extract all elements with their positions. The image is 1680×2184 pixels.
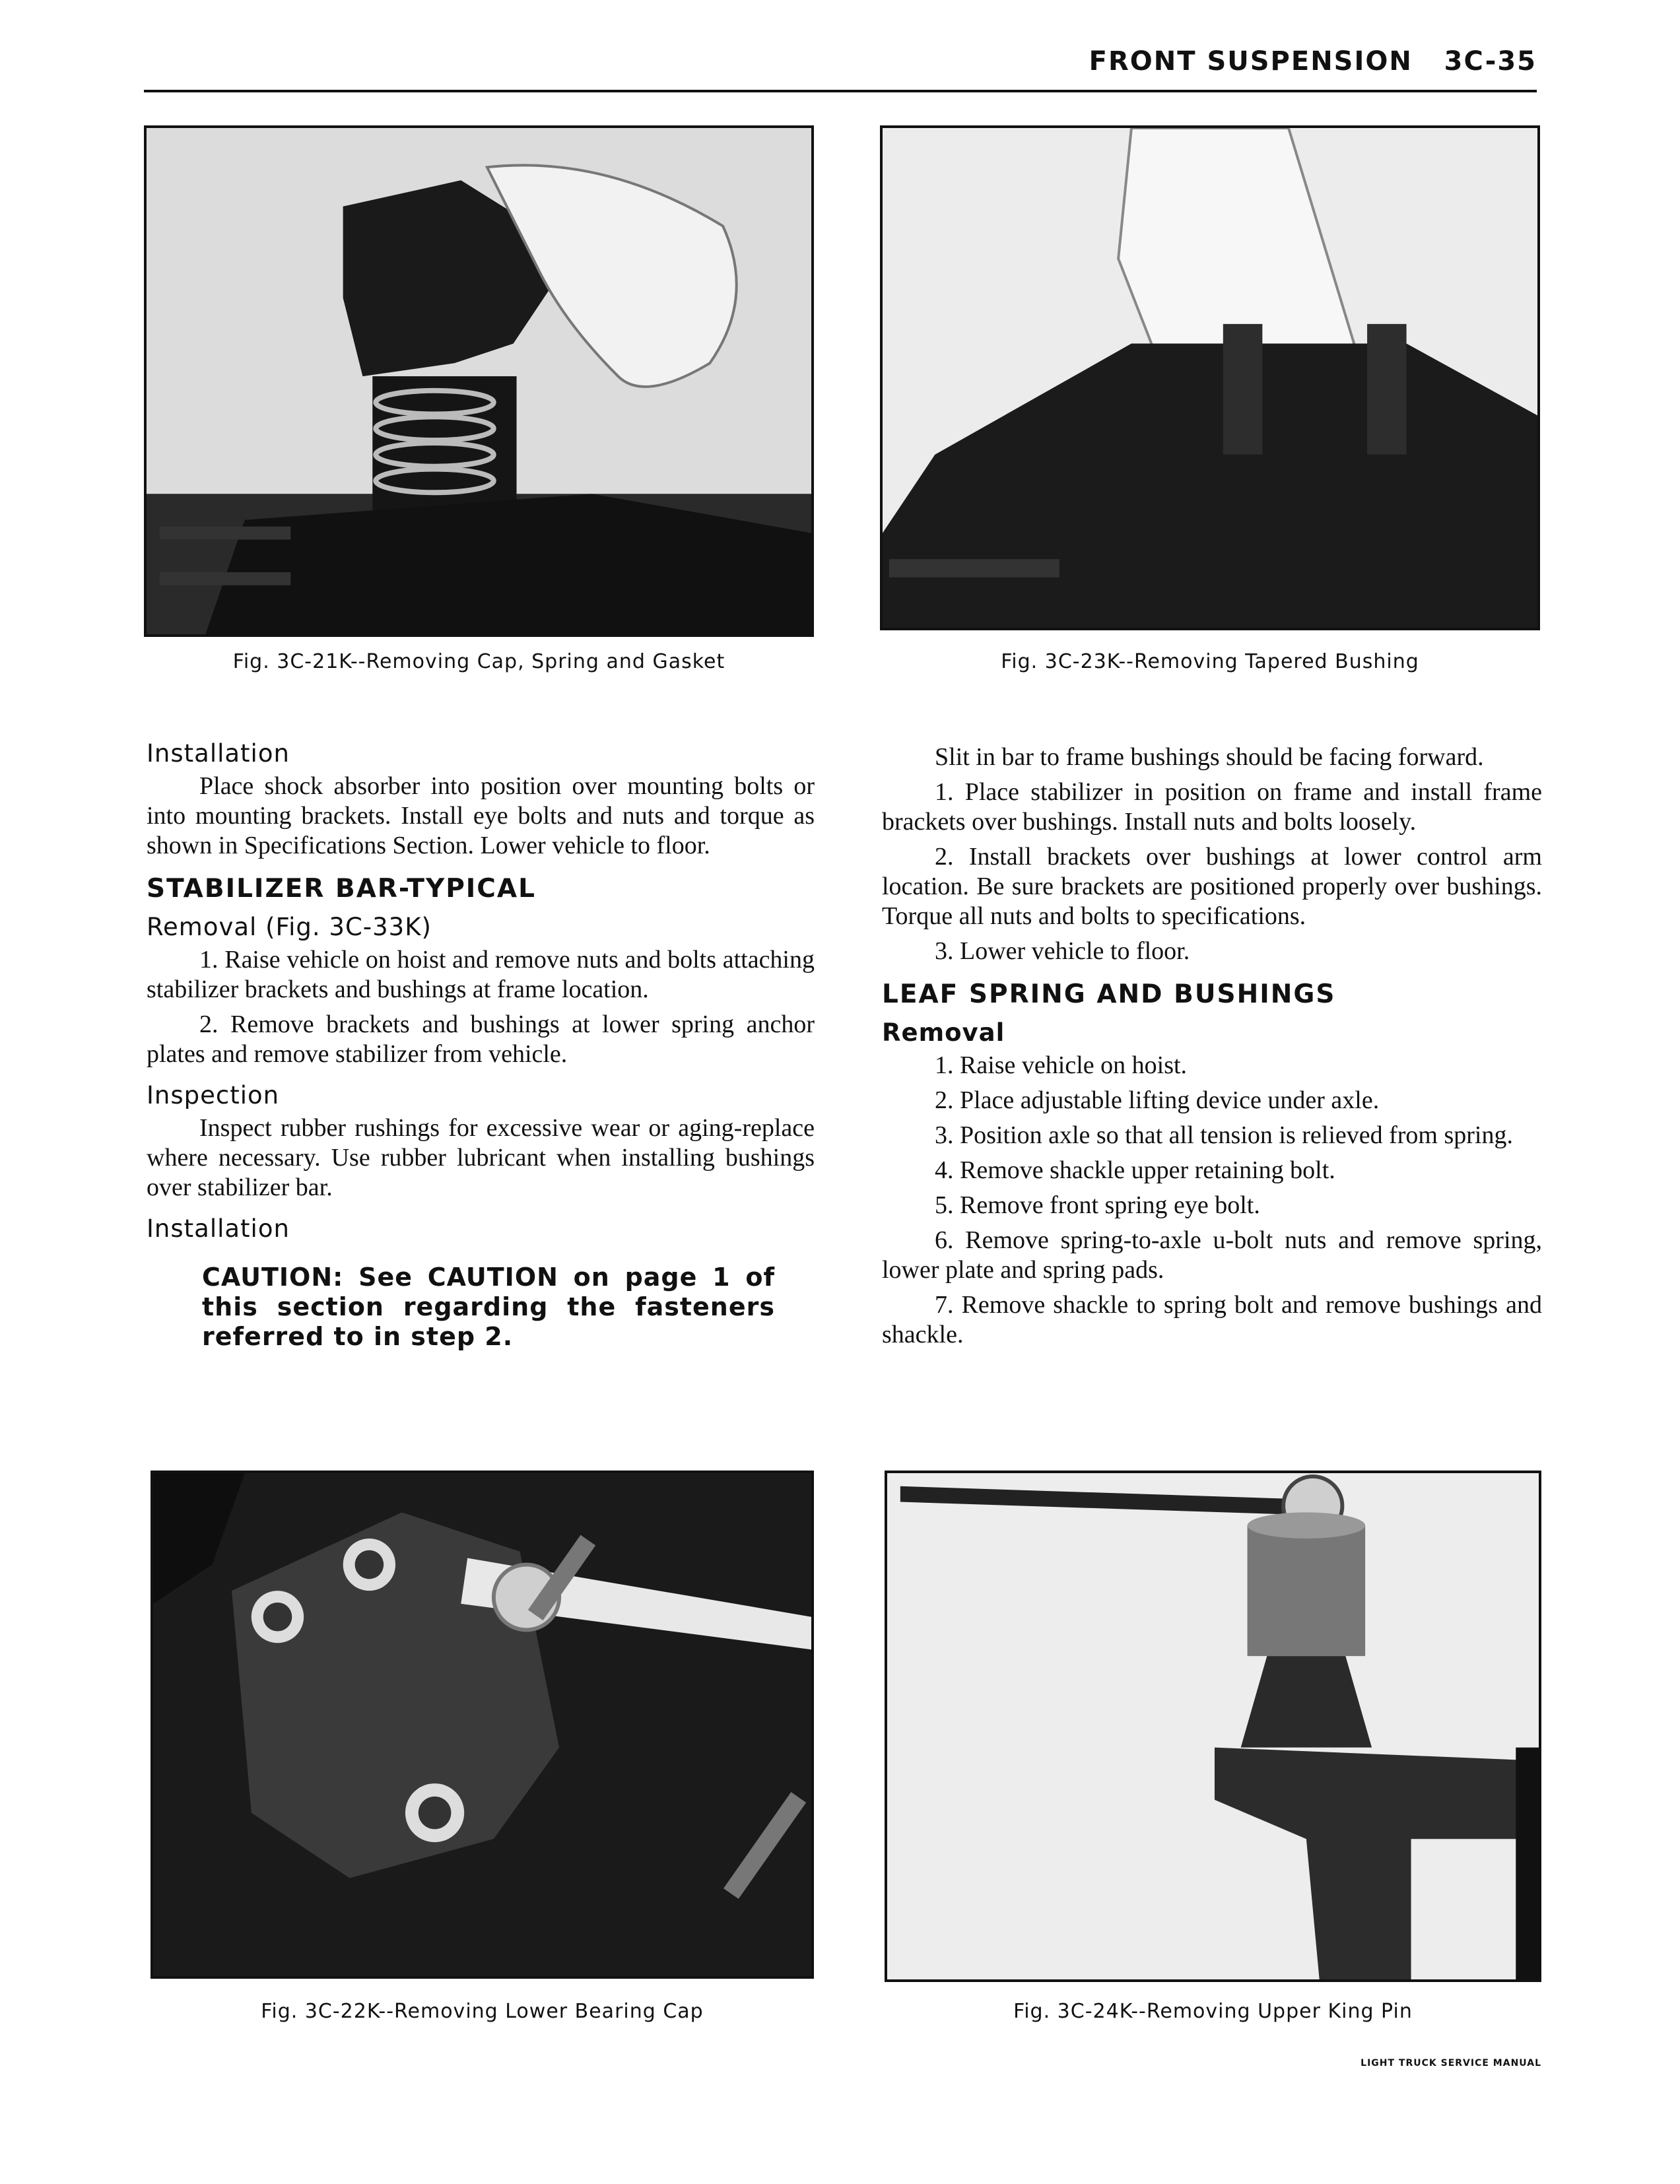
- left-column: [147, 739, 815, 1352]
- leaf-removal-step-1: 1. Raise vehicle on hoist.: [935, 1051, 1188, 1079]
- figure-22k-caption: Fig. 3C-22K--Removing Lower Bearing Cap: [261, 2000, 704, 2023]
- install-step-1: 1. Place stabilizer in position on frame and install frame brackets over bushings. Install nuts and bolts loosely.: [882, 778, 1542, 836]
- leaf-removal-step-4: 4. Remove shackle upper retaining bolt.: [935, 1156, 1335, 1184]
- page-header: [144, 46, 1537, 92]
- figure-23k-caption: Fig. 3C-23K--Removing Tapered Bushing: [1001, 650, 1419, 673]
- stabilizer-intro: Slit in bar to frame bushings should be facing forward.: [935, 743, 1484, 771]
- installation-heading: Installation: [147, 739, 290, 768]
- leaf-spring-heading: LEAF SPRING AND BUSHINGS: [882, 979, 1336, 1009]
- page-footer: LIGHT TRUCK SERVICE MANUAL: [1361, 2058, 1541, 2068]
- removal-step-2: 2. Remove brackets and bushings at lower spring anchor plates and remove stabilizer from vehicle.: [147, 1010, 815, 1068]
- installation-text: Place shock absorber into position over mounting bolts or into mounting brackets. Install eye bolts and nuts and torque as shown in Specifications Section. Lower vehicle to floor.: [147, 772, 815, 859]
- figure-24k-caption: Fig. 3C-24K--Removing Upper King Pin: [1013, 2000, 1413, 2023]
- right-column: [882, 743, 1542, 1355]
- removal-heading: Removal (Fig. 3C-33K): [147, 913, 432, 941]
- installation-heading-2: Installation: [147, 1214, 290, 1243]
- caution-note: CAUTION: See CAUTION on page 1 of this section regarding the fasteners referred to in step 2.: [202, 1263, 775, 1351]
- page-title: FRONT SUSPENSION 3C-35: [1089, 46, 1537, 77]
- leaf-removal-step-3: 3. Position axle so that all tension is relieved from spring.: [935, 1121, 1513, 1149]
- figure-24k-photo: [885, 1471, 1541, 1982]
- figure-23k-photo: [880, 125, 1540, 630]
- leaf-removal-heading: Removal: [882, 1018, 1005, 1047]
- inspection-text: Inspect rubber rushings for excessive wear or aging-replace where necessary. Use rubber lubricant when installing bushings over stabilizer bar.: [147, 1114, 815, 1201]
- install-step-3: 3. Lower vehicle to floor.: [935, 937, 1190, 965]
- stabilizer-bar-heading: STABILIZER BAR-TYPICAL: [147, 874, 536, 904]
- leaf-removal-step-2: 2. Place adjustable lifting device under axle.: [935, 1086, 1380, 1114]
- inspection-heading: Inspection: [147, 1081, 280, 1109]
- header-rule: [144, 90, 1537, 92]
- leaf-removal-step-5: 5. Remove front spring eye bolt.: [935, 1191, 1260, 1219]
- figure-22k-photo: [151, 1471, 814, 1979]
- leaf-removal-step-7: 7. Remove shackle to spring bolt and remove bushings and shackle.: [882, 1291, 1542, 1348]
- figure-21k-caption: Fig. 3C-21K--Removing Cap, Spring and Gasket: [232, 650, 725, 673]
- figure-21k-photo: [144, 125, 814, 637]
- install-step-2: 2. Install brackets over bushings at lower control arm location. Be sure brackets are positioned properly over bushings. Torque all nuts and bolts to specifications.: [882, 843, 1542, 930]
- removal-step-1: 1. Raise vehicle on hoist and remove nuts and bolts attaching stabilizer brackets and bushings at frame location.: [147, 946, 815, 1003]
- leaf-removal-step-6: 6. Remove spring-to-axle u-bolt nuts and remove spring, lower plate and spring pads.: [882, 1226, 1542, 1284]
